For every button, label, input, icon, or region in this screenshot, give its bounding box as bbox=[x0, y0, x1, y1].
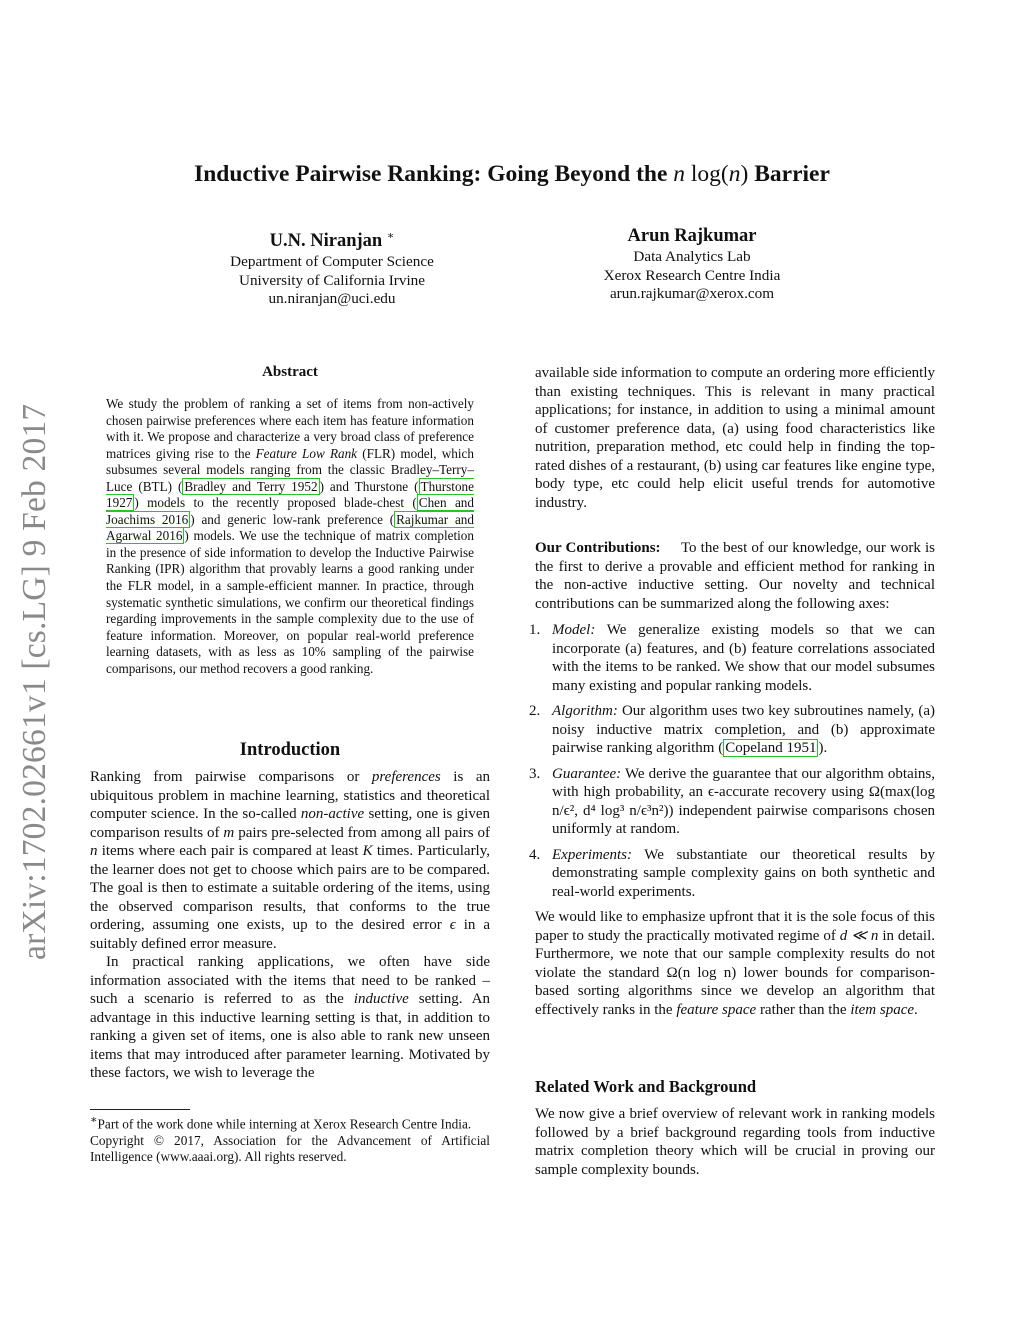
author-email[interactable]: un.niranjan@uci.edu bbox=[268, 290, 396, 308]
citation-link[interactable]: Thurstone 1927 bbox=[106, 478, 474, 511]
author-dept: Department of Computer Science bbox=[230, 253, 434, 271]
author-name: U.N. Niranjan bbox=[269, 231, 383, 252]
citation-link[interactable]: Chen and Joachims 2016 bbox=[106, 495, 474, 527]
introduction-body bbox=[90, 768, 490, 1083]
abstract-heading: Abstract bbox=[262, 364, 318, 380]
author-inst: University of California Irvine bbox=[239, 271, 425, 289]
paragraph: Ranking from pairwise comparisons or preferences is an ubiquitous problem in machine learning, statistics and theoretical computer science. In the so-called non-active setting, one is given comparison results of m pairs pre-selected from among all pairs of n items where each pair is compared at least K times. Particularly, the learner does not get to choose which pairs are to be compared. The goal is then to estimate a suitable ordering of the items, using the observed comparison results, that conforms to the true ordering, assuming one exists, up to the desired error ϵ in a suitably defined error measure. bbox=[90, 769, 491, 952]
author-email[interactable]: arun.rajkumar@xerox.com bbox=[609, 285, 775, 303]
author-block-2 bbox=[542, 224, 842, 304]
right-column-continuation: available side information to compute an ordering more efficiently than existing techniques. This is relevant in many practical applications; for instance, in addition to using a minimal amount of customer preference data, (a) using food characteristics like nutrition, preparation method, etc could help in finding the top-rated dishes of a restaurant, (b) using car features like engine type, body type, etc could help elicit useful trends for automotive industry. bbox=[535, 365, 935, 511]
paragraph: In practical ranking applications, we often have side information associated with the items that need to be ranked – such a scenario is referred to as the inductive setting. An advantage in this inductive learning setting is that, in addition to ranking a given set of items, one is also able to rank new unseen items that may introduced after parameter learning. Motivated by these factors, we wish to leverage the bbox=[90, 954, 490, 1081]
citation-link[interactable]: Rajkumar and Agarwal 2016 bbox=[106, 511, 474, 544]
citation-link[interactable]: Copeland 1951 bbox=[725, 740, 817, 756]
copyright-notice: Copyright © 2017, Association for the Advancement of Artificial Intelligence (www.aaai.org). All rights reserved. bbox=[90, 1132, 490, 1165]
introduction-heading: Introduction bbox=[239, 740, 341, 760]
related-work-body: We now give a brief overview of relevant work in ranking models followed by a brief background regarding tools from inductive matrix completion theory which will be crucial in proving our sample complexity bounds. bbox=[535, 1106, 935, 1178]
arxiv-identifier[interactable]: arXiv:1702.02661v1 [cs.LG] 9 Feb 2017 bbox=[16, 403, 53, 960]
list-item: 2. Algorithm: Our algorithm uses two key subroutines namely, (a) noisy inductive matrix completion, and (b) approximate pairwise ranking algorithm ( Copeland 1951 ). bbox=[529, 703, 935, 756]
author-block-1 bbox=[182, 224, 482, 309]
author-name: Arun Rajkumar bbox=[627, 226, 757, 246]
list-item: 4. Experiments: We substantiate our theoretical results by demonstrating sample complexity gains on both synthetic and real-world experiments. bbox=[529, 846, 935, 900]
contributions-list bbox=[529, 621, 935, 901]
list-item: 3. Guarantee: We derive the guarantee that our algorithm obtains, with high probability, an ϵ-accurate recovery using Ω(max(log n/ϵ², d⁴ log³ n/ϵ³n²)) independent pairwise comparisons chosen uniformly at random. bbox=[529, 765, 935, 837]
paragraph: We would like to emphasize upfront that it is the sole focus of this paper to study the practically motivated regime of d ≪ n in detail. Furthermore, we note that our sample complexity results do not violate the standard Ω(n log n) lower bounds for comparison-based sorting algorithms since we develop an algorithm that effectively ranks in the feature space rather than the item space. bbox=[535, 909, 935, 1018]
author-inst: Xerox Research Centre India bbox=[603, 266, 781, 284]
author-dept: Data Analytics Lab bbox=[633, 248, 751, 265]
related-work-heading: Related Work and Background bbox=[535, 1077, 757, 1096]
footnote-mark: ∗ bbox=[386, 230, 395, 242]
contributions-section: Our Contributions: To the best of our knowledge, our work is the first to derive a provable and efficient method for ranking in the non-active inductive setting. Our novelty and technical contributions can be summarized along the following axes: 1. Model: We generalize existing models so that we can incorporate (a) features, and (b) feature correlations associated with the items to be ranked. We show that our model subsumes many existing and popular ranking models. 2. Algorithm: Our algorithm uses two key subroutines namely, (a) noisy inductive matrix completion, and (b) approximate pairwise ranking algorithm ( Copeland 1951 ). 3. Guarantee: We derive the guarantee that our algorithm obtains, with high probability, an ϵ-accurate recovery using Ω(max(log n/ϵ², d⁴ log³ n/ϵ³n²)) independent pairwise comparisons chosen uniformly at random. 4. Experiments: We substantiate our theoretical results by demonstrating sample complexity gains on both synthetic and real-world experiments. We would like to emphasize upfront that it is the sole focus of this paper to study the practically motivated regime of d ≪ n in detail. Furthermore, we note that our sample complexity results do not violate the standard Ω(n log n) lower bounds for comparison-based sorting algorithms since we develop an algorithm that effectively ranks in the feature space rather than the item space. bbox=[529, 540, 935, 1018]
paper-title: Inductive Pairwise Ranking: Going Beyond the n log(n) Barrier bbox=[194, 161, 830, 187]
citation-link[interactable]: Bradley and Terry 1952 bbox=[184, 478, 318, 494]
abstract-body: We study the problem of ranking a set of items from non-actively chosen pairwise preferences where each item has feature information with it. We propose and characterize a very broad class of preference matrices giving rise to the Feature Low Rank (FLR) model, which subsumes several models ranging from the classic Bradley–Terry–Luce (BTL) ( Bradley and Terry 1952 ) and Thurstone ( Thurstone 1927 ) models to the recently proposed blade-chest ( Chen and Joachims 2016 ) and generic low-rank preference ( Rajkumar and Agarwal 2016 ) models. We use the technique of matrix completion in the presence of side information to develop the Inductive Pairwise Ranking (IPR) algorithm that provably learns a good ranking under the FLR model, in a sample-efficient manner. In practice, through systematic synthetic simulations, we confirm our theoretical findings regarding improvements in the sample complexity due to the use of feature information. Moreover, on popular real-world preference learning datasets, with as less as 10% sampling of the pairwise comparisons, our method recovers a good ranking. bbox=[106, 396, 475, 676]
footnote-divider bbox=[90, 1109, 190, 1110]
footnote: ∗Part of the work done while interning at Xerox Research Centre India. Copyright © 2017, Association for the Advancement of Artificial Intelligence (www.aaai.org). All rights reserved. bbox=[90, 1114, 490, 1165]
list-item: 1. Model: We generalize existing models so that we can incorporate (a) features, and (b) feature correlations associated with the items to be ranked. We show that our model subsumes many existing and popular ranking models. bbox=[529, 622, 935, 694]
contributions-heading: Our Contributions: bbox=[535, 540, 661, 556]
